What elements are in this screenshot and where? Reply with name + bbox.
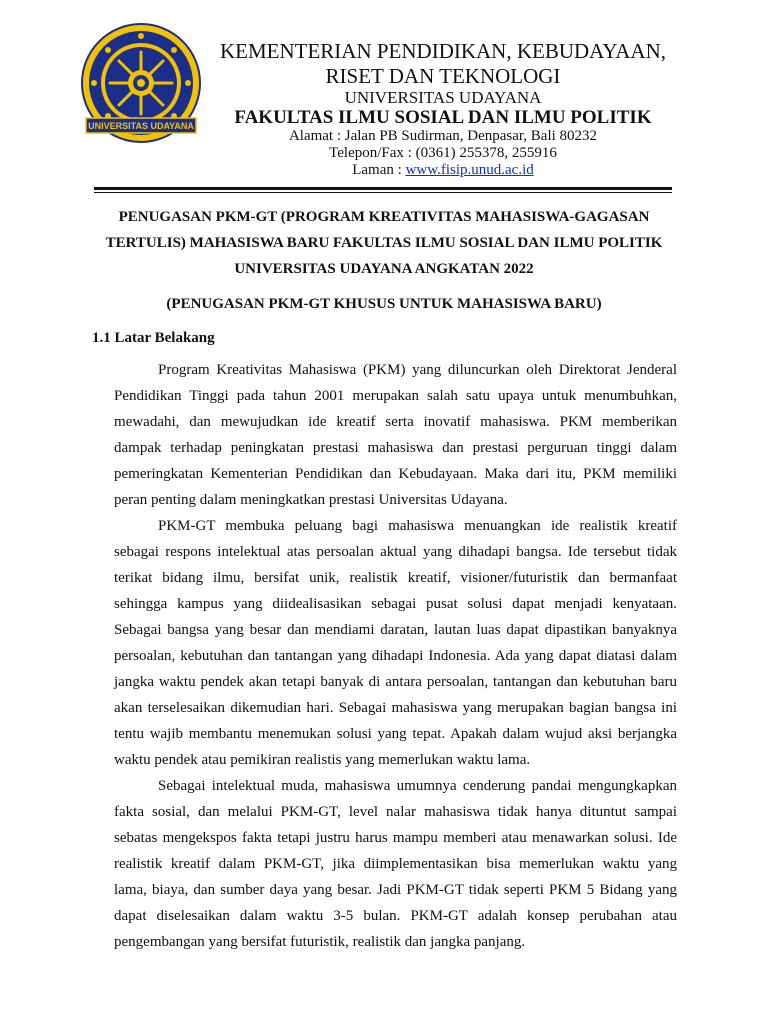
- paragraph-line: fakta sosial, dan melalui PKM-GT, level nalar mahasiswa tidak hanya dituntut sampai: [114, 804, 677, 820]
- paragraph-line: dampak terhadap peningkatan prestasi mahasiswa dan prestasi perguruan tinggi dalam: [114, 440, 677, 456]
- document-title-line3: UNIVERSITAS UDAYANA ANGKATAN 2022: [234, 261, 534, 277]
- paragraph-line: peran penting dalam meningkatkan prestasi Universitas Udayana.: [114, 492, 508, 508]
- paragraph-line: jangka waktu pendek akan tetapi banyak di antara persoalan, tantangan dan kebutuhan baru: [114, 674, 677, 690]
- paragraph-line: terikat bidang ilmu, bersifat unik, realistik kreatif, visioner/futuristik dan bermanfaat: [114, 570, 677, 586]
- paragraph-line: PKM-GT membuka peluang bagi mahasiswa menuangkan ide realistik kreatif: [158, 518, 677, 534]
- paragraph-line: sehingga kampus yang diidealisasikan sebagai pusat solusi dapat menjadi kenyataan.: [114, 596, 677, 612]
- paragraph-line: Pendidikan Tinggi pada tahun 2001 merupakan salah satu upaya untuk menumbuhkan,: [114, 388, 677, 404]
- document-title-line2: TERTULIS) MAHASISWA BARU FAKULTAS ILMU SOSIAL DAN ILMU POLITIK: [105, 235, 663, 251]
- letterhead-divider-thin: [94, 192, 672, 193]
- paragraph-line: Sebagai bangsa yang besar dan mendiami daratan, lautan luas dapat dipastikan banyaknya: [114, 622, 677, 638]
- paragraph-line: tentu wajib membantu menemukan solusi yang tepat. Apakah dalam wujud aksi berjangka: [114, 726, 677, 742]
- address-line: Alamat : Jalan PB Sudirman, Denpasar, Bali 80232: [288, 128, 598, 144]
- paragraph-line: realistik kreatif dalam PKM-GT, jika diimplementasikan bisa memerlukan waktu yang: [114, 856, 677, 872]
- paragraph-line: pemeringkatan Kementerian Pendidikan dan Kebudayaan. Maka dari itu, PKM memiliki: [114, 466, 677, 482]
- paragraph-line: sebatas mengekspos fakta tetapi justru harus mampu memberi atau menawarkan solusi. Ide: [114, 830, 677, 846]
- logo-caption: UNIVERSITAS UDAYANA: [88, 121, 194, 131]
- paragraph-line: persoalan, kebutuhan dan tantangan yang dihadapi Indonesia. Ada yang dapat diatasi dalam: [114, 648, 677, 664]
- phone-line: Telepon/Fax : (0361) 255378, 255916: [329, 145, 557, 161]
- letterhead-divider-thick: [94, 187, 672, 190]
- paragraph-line: mewadahi, dan mewujudkan ide kreatif serta inovatif mahasiswa. PKM memberikan: [114, 414, 677, 430]
- paragraph-line: akan terselesaikan dikemudian hari. Sebagai mahasiswa yang merupakan bagian bangsa ini: [114, 700, 677, 716]
- paragraph-line: lama, biaya, dan sumber daya yang besar. Jadi PKM-GT tidak seperti PKM 5 Bidang yang: [114, 882, 677, 898]
- paragraph-line: sebagai respons intelektual atas persoalan aktual yang dihadapi bangsa. Ide tersebut tidak: [114, 544, 677, 560]
- document-title-line1: PENUGASAN PKM-GT (PROGRAM KREATIVITAS MAHASISWA-GAGASAN: [118, 209, 650, 225]
- paragraph-line: dapat diselesaikan dalam waktu 3-5 bulan. PKM-GT adalah konsep perubahan atau: [114, 908, 677, 924]
- ministry-name-line1: KEMENTERIAN PENDIDIKAN, KEBUDAYAAN,: [219, 39, 667, 63]
- ministry-name-line2: RISET DAN TEKNOLOGI: [325, 64, 561, 88]
- faculty-name: FAKULTAS ILMU SOSIAL DAN ILMU POLITIK: [234, 107, 652, 128]
- university-name: UNIVERSITAS UDAYANA: [344, 88, 542, 107]
- website-line: [208, 163, 678, 178]
- document-subtitle: (PENUGASAN PKM-GT KHUSUS UNTUK MAHASISWA BARU): [166, 296, 602, 312]
- paragraph-line: waktu pendek atau pemikiran realistis yang memerlukan waktu lama.: [114, 752, 531, 768]
- universitas-udayana-logo: [80, 22, 202, 144]
- paragraph-line: pengembangan yang bersifat futuristik, realistik dan jangka panjang.: [114, 934, 526, 950]
- website-link[interactable]: www.fisip.unud.ac.id: [405, 162, 534, 178]
- website-label: Laman :: [352, 162, 406, 178]
- paragraph-line: Program Kreativitas Mahasiswa (PKM) yang diluncurkan oleh Direktorat Jenderal: [158, 362, 677, 378]
- paragraph-line: Sebagai intelektual muda, mahasiswa umumnya cenderung pandai mengungkapkan: [158, 778, 677, 794]
- section-heading: 1.1 Latar Belakang: [92, 330, 215, 346]
